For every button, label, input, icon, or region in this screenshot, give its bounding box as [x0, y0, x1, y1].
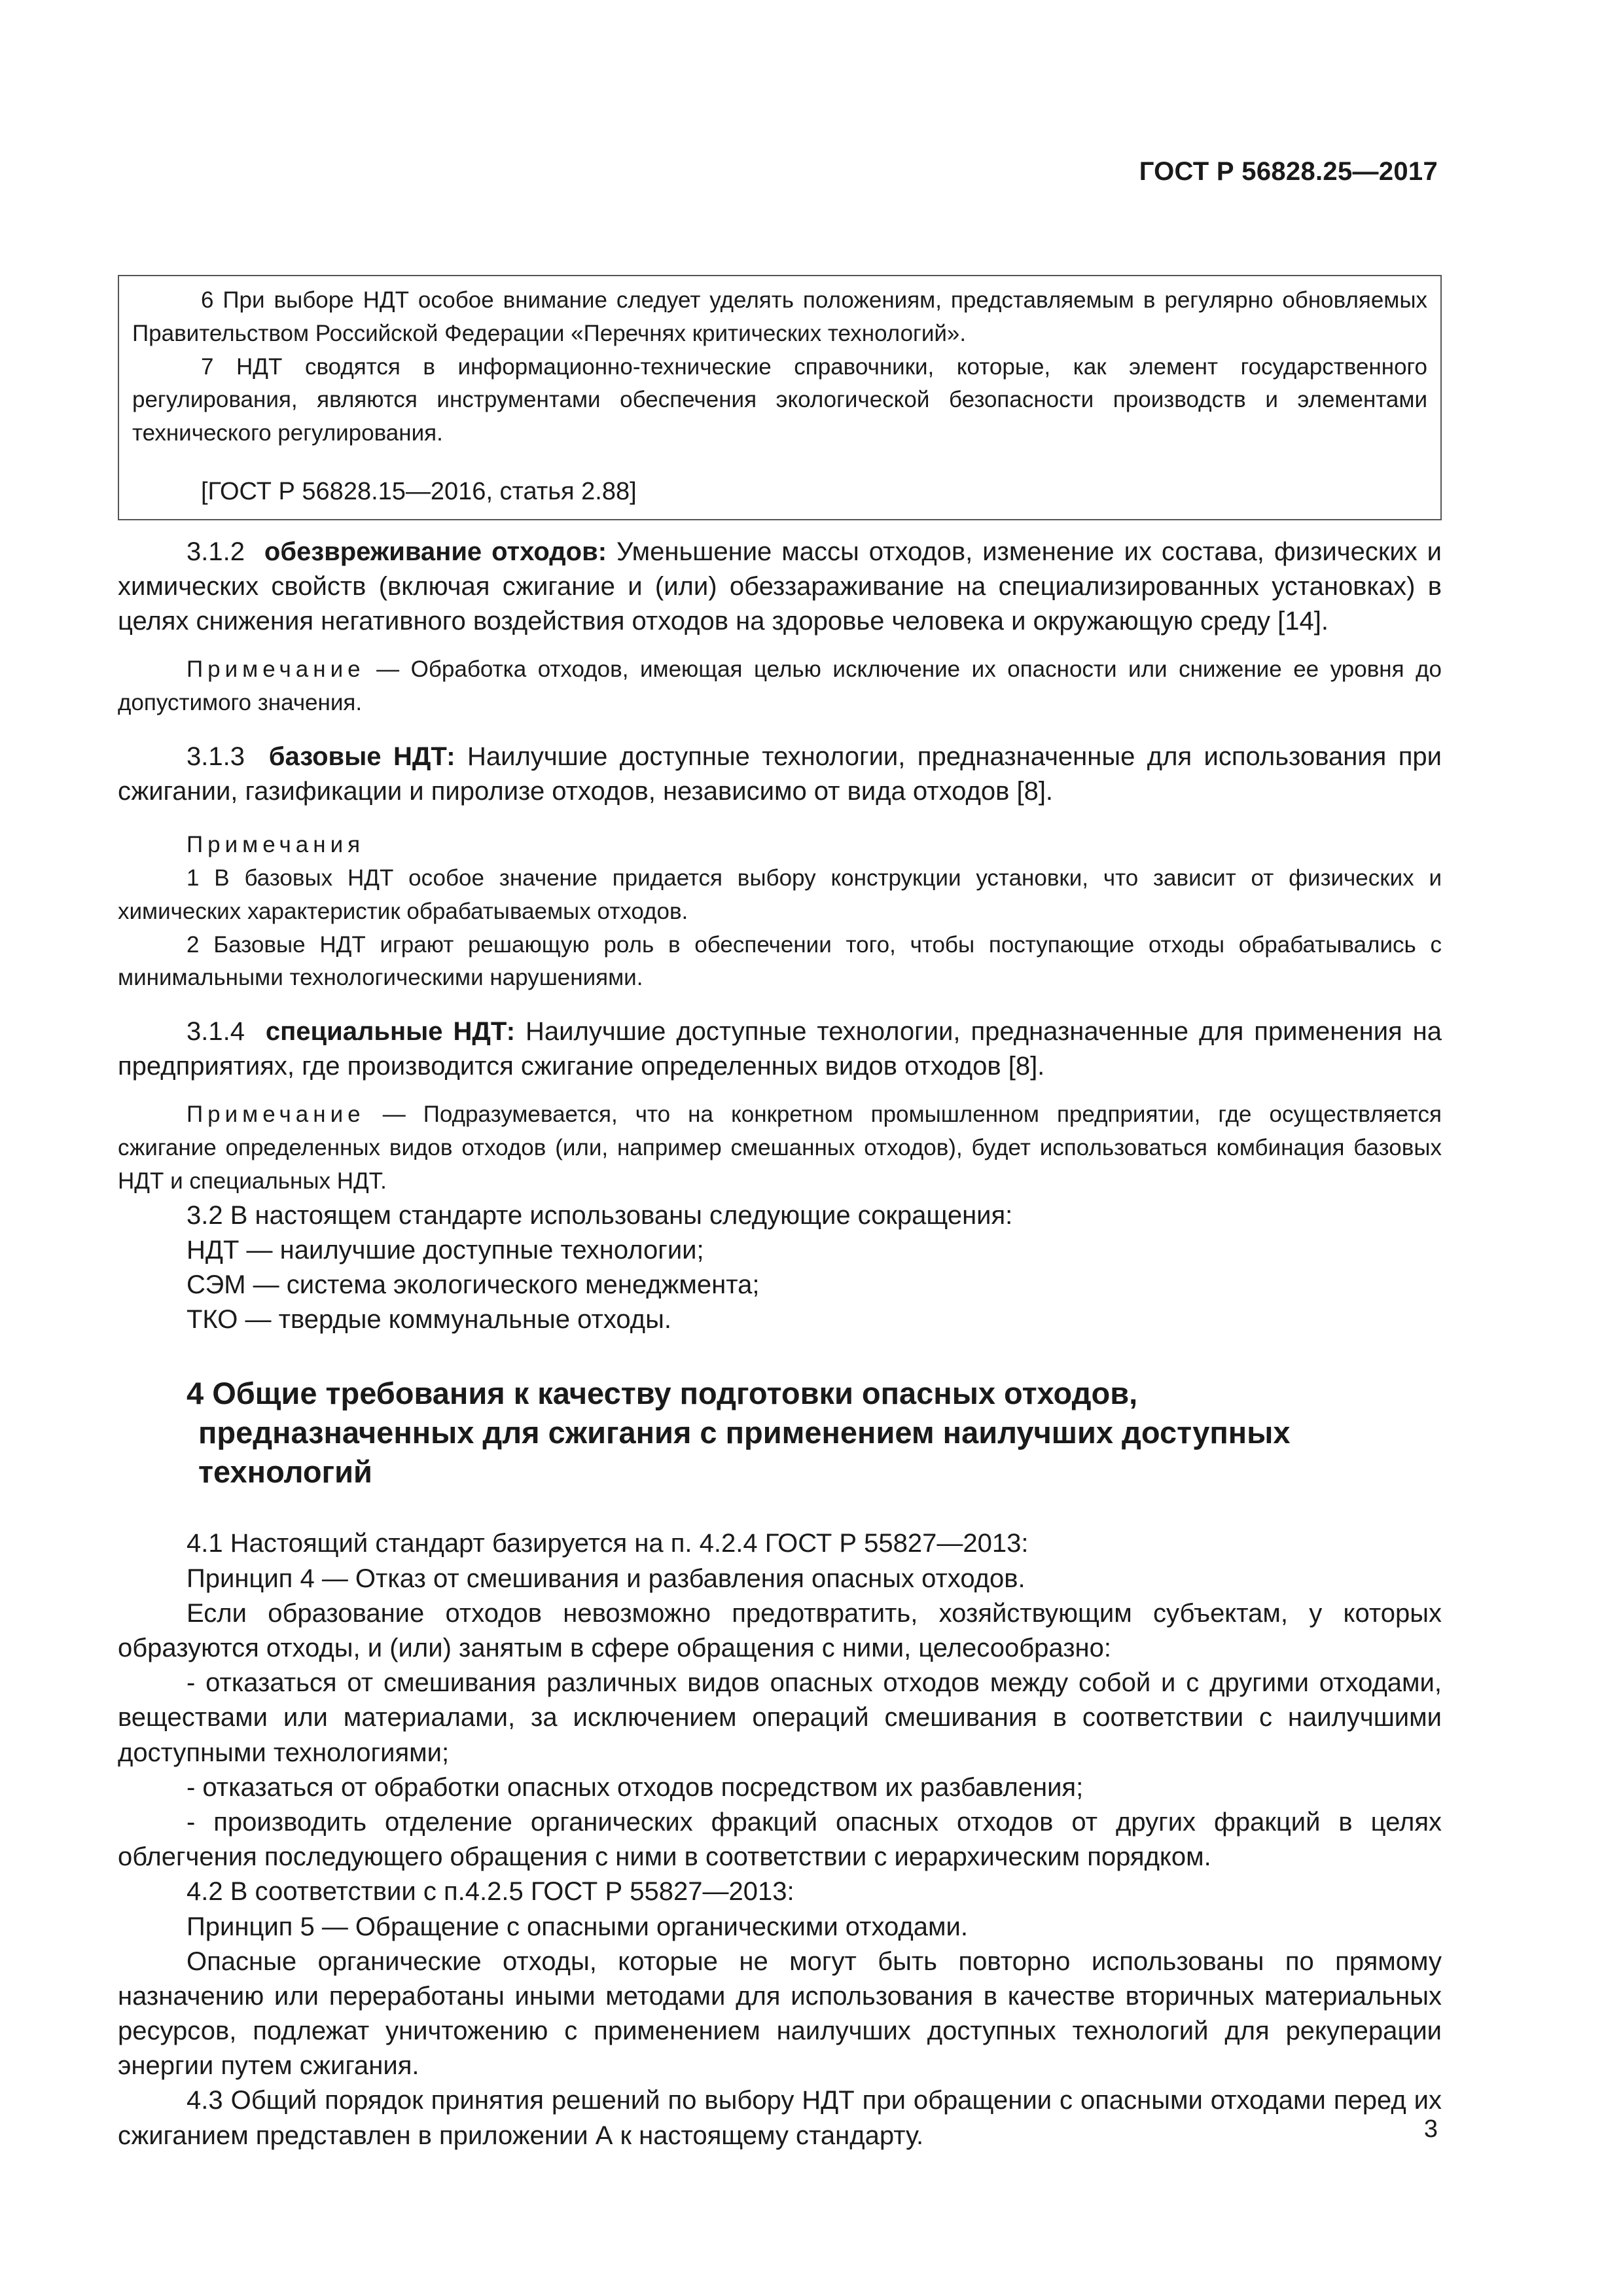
- term-3-1-3-notes-label: [118, 829, 1442, 862]
- term-3-1-4: [118, 1014, 1442, 1084]
- list-item: - отказаться от смешивания различных видов опасных отходов между собой и с другими отходами, веществами или материалами, за исключением операций смешивания в соответствии с наилучшими доступными технологиями;: [118, 1668, 1442, 1767]
- paragraph-4-2-text: Опасные органические отходы, которые не могут быть повторно использованы по прямому назначению или переработаны иными методами для использования в качестве вторичных материальных ресурсов, подлежат уничтожению с применением наилучших доступных технологий для рекуперации энергии путем сжигания.: [118, 1946, 1442, 2081]
- note-text: — Подразумевается, что на конкретном промышленном предприятии, где осуществляется сжигание определенных видов отходов (или, например смешанных отходов), будет использоваться комбинация базовых НДТ и специальных НДТ.: [118, 1102, 1442, 1194]
- term-3-1-2: [118, 535, 1442, 639]
- abbreviation-item: СЭМ — система экологического менеджмента;: [187, 1270, 760, 1300]
- definition-source: [ГОСТ Р 56828.15—2016, статья 2.88]: [201, 477, 637, 505]
- term-definition: Уменьшение массы отходов, изменение их состава, физических и химических свойств (включая сжигание и (или) обеззараживание на специализированных установках) в целях снижения негативного воздействия отходов на здоровье человека и окружающую среду [14].: [118, 537, 1442, 636]
- note-text: — Обработка отходов, имеющая целью исключение их опасности или снижение ее уровня до допустимого значения.: [118, 656, 1442, 716]
- definition-box: [118, 275, 1442, 520]
- note-label: Примечание: [187, 1102, 365, 1128]
- abbreviations-intro: 3.2 В настоящем стандарте использованы следующие сокращения:: [187, 1200, 1013, 1230]
- definition-note-6: 6 При выборе НДТ особое внимание следует уделять положениям, представляемым в регулярно обновляемых Правительством Российской Федерации «Перечнях критических технологий».: [132, 287, 1427, 346]
- section-4-title: [118, 1374, 1442, 1491]
- paragraph-4-1-text: Если образование отходов невозможно предотвратить, хозяйствующим субъектам, у которых образуются отходы, и (или) занятым в сфере обращения с ними, целесообразно:: [118, 1598, 1442, 1663]
- definition-note-7: 7 НДТ сводятся в информационно-технические справочники, которые, как элемент государственного регулирования, являются инструментами обеспечения экологической безопасности производств и элементами технического регулирования.: [132, 353, 1427, 446]
- principle-5: Принцип 5 — Обращение с опасными органическими отходами.: [187, 1912, 968, 1941]
- principle-4: Принцип 4 — Отказ от смешивания и разбавления опасных отходов.: [187, 1564, 1026, 1593]
- term-3-1-3-note-1: 1 В базовых НДТ особое значение придается выбору конструкции установки, что зависит от физических и химических характеристик обрабатываемых отходов.: [118, 865, 1442, 924]
- page-content: [118, 275, 1442, 2153]
- section-title-line-2: предназначенных для сжигания с применением наилучших доступных технологий: [198, 1415, 1291, 1489]
- section-title-line-1: 4 Общие требования к качеству подготовки опасных отходов,: [187, 1376, 1138, 1411]
- term-number: 3.1.3: [187, 742, 245, 771]
- list-item: - производить отделение органических фракций опасных отходов от других фракций в целях облегчения последующего обращения с ними в соответствии с иерархическим порядком.: [118, 1807, 1442, 1872]
- list-item: - отказаться от обработки опасных отходов посредством их разбавления;: [187, 1772, 1084, 1802]
- note-label: Примечание: [187, 656, 365, 683]
- term-name: специальные НДТ:: [265, 1017, 516, 1047]
- notes-label: Примечания: [187, 832, 365, 858]
- abbreviation-item: НДТ — наилучшие доступные технологии;: [187, 1235, 704, 1265]
- term-3-1-4-note: [118, 1098, 1442, 1198]
- term-definition: Наилучшие доступные технологии, предназначенные для использования при сжигании, газификации и пиролизе отходов, независимо от вида отходов [8].: [118, 742, 1442, 806]
- term-number: 3.1.4: [187, 1017, 245, 1047]
- term-name: обезвреживание отходов:: [264, 537, 607, 566]
- page-number: 3: [1423, 2115, 1438, 2143]
- term-3-1-2-note: [118, 653, 1442, 720]
- term-name: базовые НДТ:: [268, 742, 455, 771]
- term-number: 3.1.2: [187, 537, 245, 566]
- term-definition: Наилучшие доступные технологии, предназначенные для применения на предприятиях, где производится сжигание определенных видов отходов [8].: [118, 1017, 1442, 1081]
- paragraph-4-2: 4.2 В соответствии с п.4.2.5 ГОСТ Р 55827—2013:: [187, 1877, 794, 1907]
- term-3-1-3: [118, 740, 1442, 809]
- paragraph-4-1: 4.1 Настоящий стандарт базируется на п. 4.2.4 ГОСТ Р 55827—2013:: [187, 1529, 1029, 1558]
- document-code: ГОСТ Р 56828.25—2017: [1139, 157, 1438, 186]
- abbreviation-item: ТКО — твердые коммунальные отходы.: [187, 1305, 671, 1335]
- term-3-1-3-note-2: 2 Базовые НДТ играют решающую роль в обеспечении того, чтобы поступающие отходы обрабатывались с минимальными технологическими нарушениями.: [118, 931, 1442, 991]
- paragraph-4-3: 4.3 Общий порядок принятия решений по выбору НДТ при обращении с опасными отходами перед их сжиганием представлен в приложении А к настоящему стандарту.: [118, 2086, 1442, 2150]
